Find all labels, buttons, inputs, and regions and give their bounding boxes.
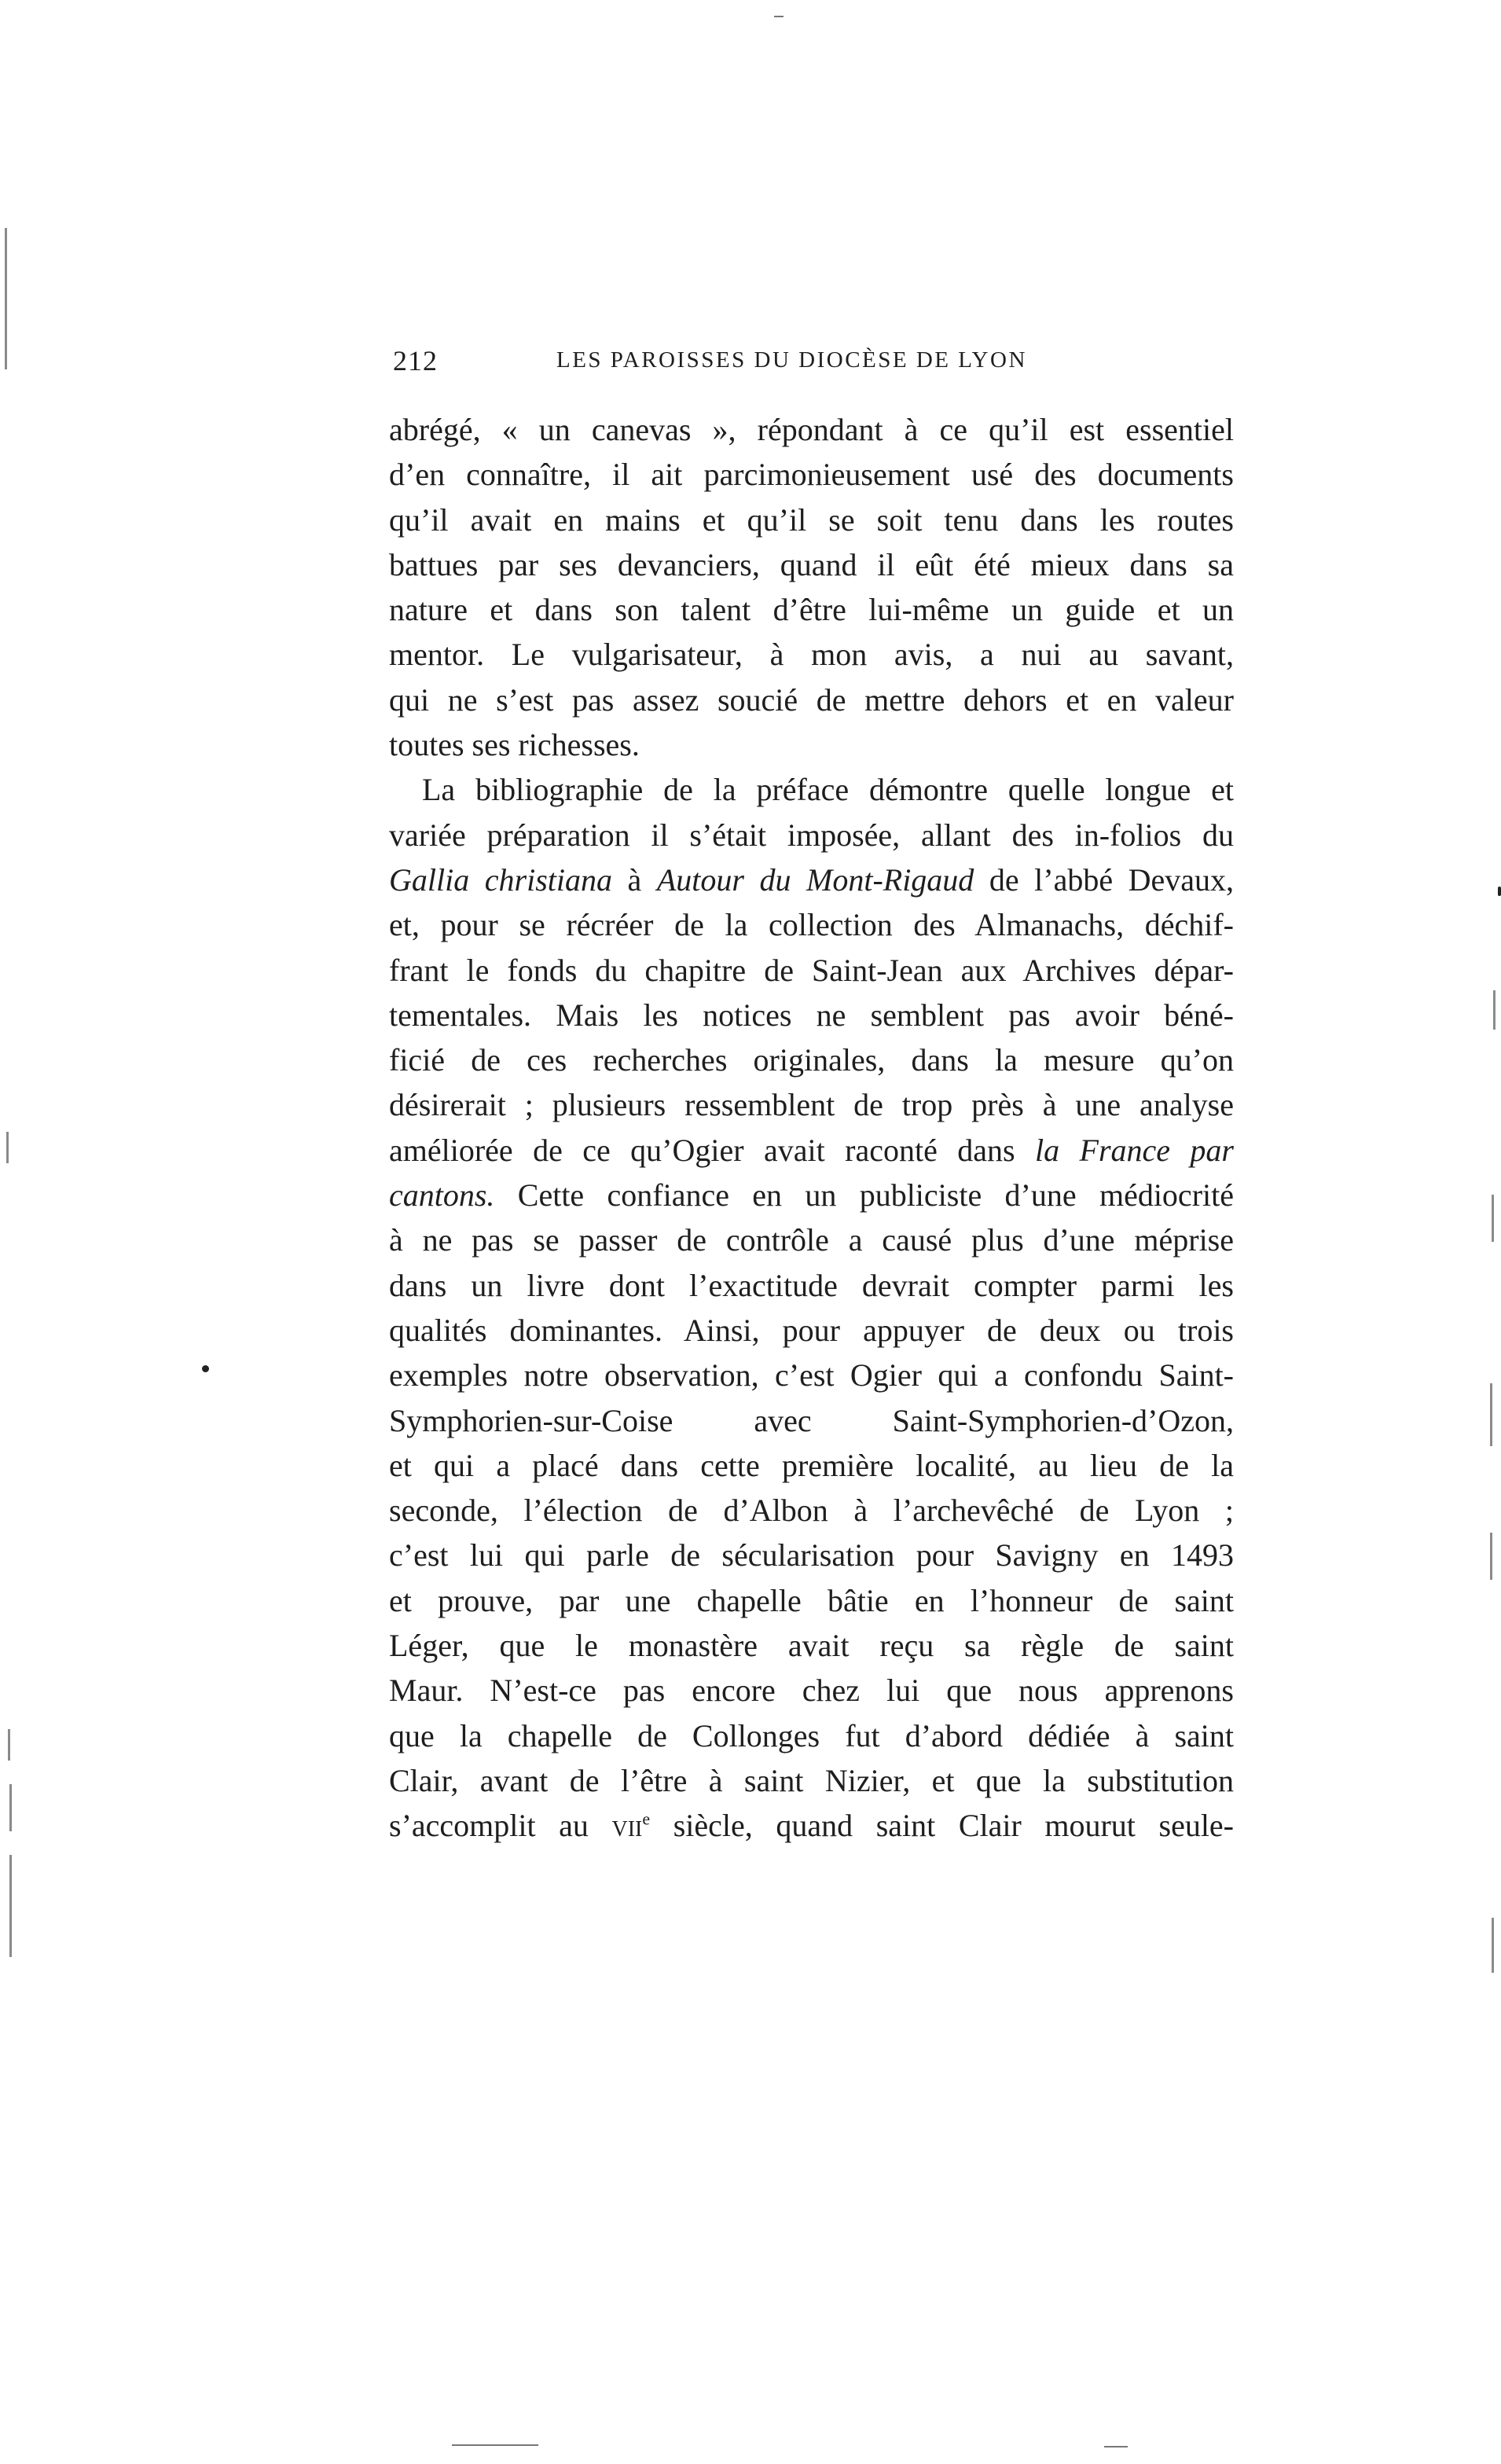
italic-title: la France par <box>1034 1132 1234 1168</box>
text-run: améliorée de ce qu’Ogier avait raconté dans <box>389 1132 1035 1168</box>
text-run: s’accomplit au <box>389 1808 612 1844</box>
text-run: Cette confiance en un publiciste d’une médiocrité <box>494 1177 1234 1214</box>
text-line: que la chapelle de Collonges fut d’abord dédiée à saint <box>389 1717 1234 1753</box>
text-line: qualités dominantes. Ainsi, pour appuyer de deux ou trois <box>389 1312 1234 1348</box>
text-line-mixed <box>389 1128 1234 1173</box>
text-line: Léger, que le monastère avait reçu sa règle de saint <box>389 1628 1234 1664</box>
text-line: Symphorien-sur-Coise avec Saint-Symphorien-d’Ozon, <box>389 1402 1234 1438</box>
scan-edge-mark <box>774 16 784 17</box>
scan-edge-mark <box>1493 990 1495 1030</box>
scan-dot <box>1498 887 1501 896</box>
italic-title: Gallia christiana <box>389 861 612 898</box>
scan-dot <box>202 1365 209 1372</box>
roman-numeral: vii <box>611 1808 643 1844</box>
text-line-mixed <box>389 857 1234 902</box>
scan-edge-mark <box>9 1855 12 1957</box>
text-line: qui ne s’est pas assez soucié de mettre dehors et en valeur <box>389 681 1234 718</box>
scan-edge-mark <box>452 2444 538 2446</box>
scan-edge-mark <box>8 1729 10 1761</box>
scan-edge-mark <box>1492 1918 1494 1973</box>
text-line: battues par ses devanciers, quand il eût été mieux dans sa <box>389 546 1234 582</box>
text-line: qu’il avait en mains et qu’il se soit tenu dans les routes <box>389 501 1234 538</box>
running-title: LES PAROISSES DU DIOCÈSE DE LYON <box>556 347 1027 373</box>
text-line: abrégé, « un canevas », répondant à ce qu’il est essentiel <box>389 412 1234 447</box>
text-line: toutes ses richesses. <box>389 727 640 763</box>
text-line: Maur. N’est-ce pas encore chez lui que nous apprenons <box>389 1673 1234 1709</box>
text-line: La bibliographie de la préface démontre quelle longue et <box>422 772 1234 808</box>
text-line-mixed <box>389 1803 1234 1848</box>
text-line: mentor. Le vulgarisateur, à mon avis, a nui au savant, <box>389 637 1234 673</box>
text-line: exemples notre observation, c’est Ogier qui a confondu Saint- <box>389 1357 1234 1394</box>
text-line: désirerait ; plusieurs ressemblent de trop près à une analyse <box>389 1087 1234 1123</box>
text-line: frant le fonds du chapitre de Saint-Jean aux Archives dépar- <box>389 952 1234 988</box>
scan-edge-mark <box>1490 1533 1492 1580</box>
text-run: de l’abbé Devaux, <box>974 861 1235 898</box>
text-line: d’en connaître, il ait parcimonieusement usé des documents <box>389 457 1234 493</box>
scan-edge-mark <box>1492 1195 1494 1242</box>
text-line: Clair, avant de l’être à saint Nizier, et que la substitution <box>389 1762 1234 1798</box>
text-run: à <box>612 861 657 898</box>
superscript: e <box>642 1809 651 1829</box>
text-line: seconde, l’élection de d’Albon à l’archevêché de Lyon ; <box>389 1493 1234 1529</box>
text-run: siècle, quand saint Clair mourut seule- <box>650 1808 1235 1844</box>
text-line: et prouve, par une chapelle bâtie en l’honneur de saint <box>389 1582 1234 1618</box>
italic-title: Autour du Mont-Rigaud <box>656 861 974 898</box>
text-line: nature et dans son talent d’être lui-même un guide et un <box>389 592 1234 628</box>
scan-edge-mark <box>5 228 7 369</box>
text-line: c’est lui qui parle de sécularisation pour Savigny en 1493 <box>389 1537 1234 1574</box>
scan-edge-mark <box>1104 2446 1128 2447</box>
scan-edge-mark <box>6 1132 9 1163</box>
italic-title: cantons. <box>389 1177 495 1214</box>
page-number: 212 <box>393 345 438 376</box>
text-line: dans un livre dont l’exactitude devrait compter parmi les <box>389 1267 1234 1303</box>
text-line: variée préparation il s’était imposée, allant des in-folios du <box>389 817 1234 853</box>
body-text <box>389 407 1234 1849</box>
scan-edge-mark <box>9 1784 12 1831</box>
scan-edge-mark <box>1490 1383 1492 1446</box>
text-line: à ne pas se passer de contrôle a causé plus d’une méprise <box>389 1222 1234 1258</box>
text-line: et qui a placé dans cette première localité, au lieu de la <box>389 1447 1234 1483</box>
text-line-mixed <box>389 1173 1234 1217</box>
text-line: tementales. Mais les notices ne semblent pas avoir béné- <box>389 997 1234 1033</box>
text-line: et, pour se récréer de la collection des Almanachs, déchif- <box>389 907 1234 943</box>
running-head <box>393 344 1226 384</box>
text-line: ficié de ces recherches originales, dans la mesure qu’on <box>389 1042 1234 1078</box>
